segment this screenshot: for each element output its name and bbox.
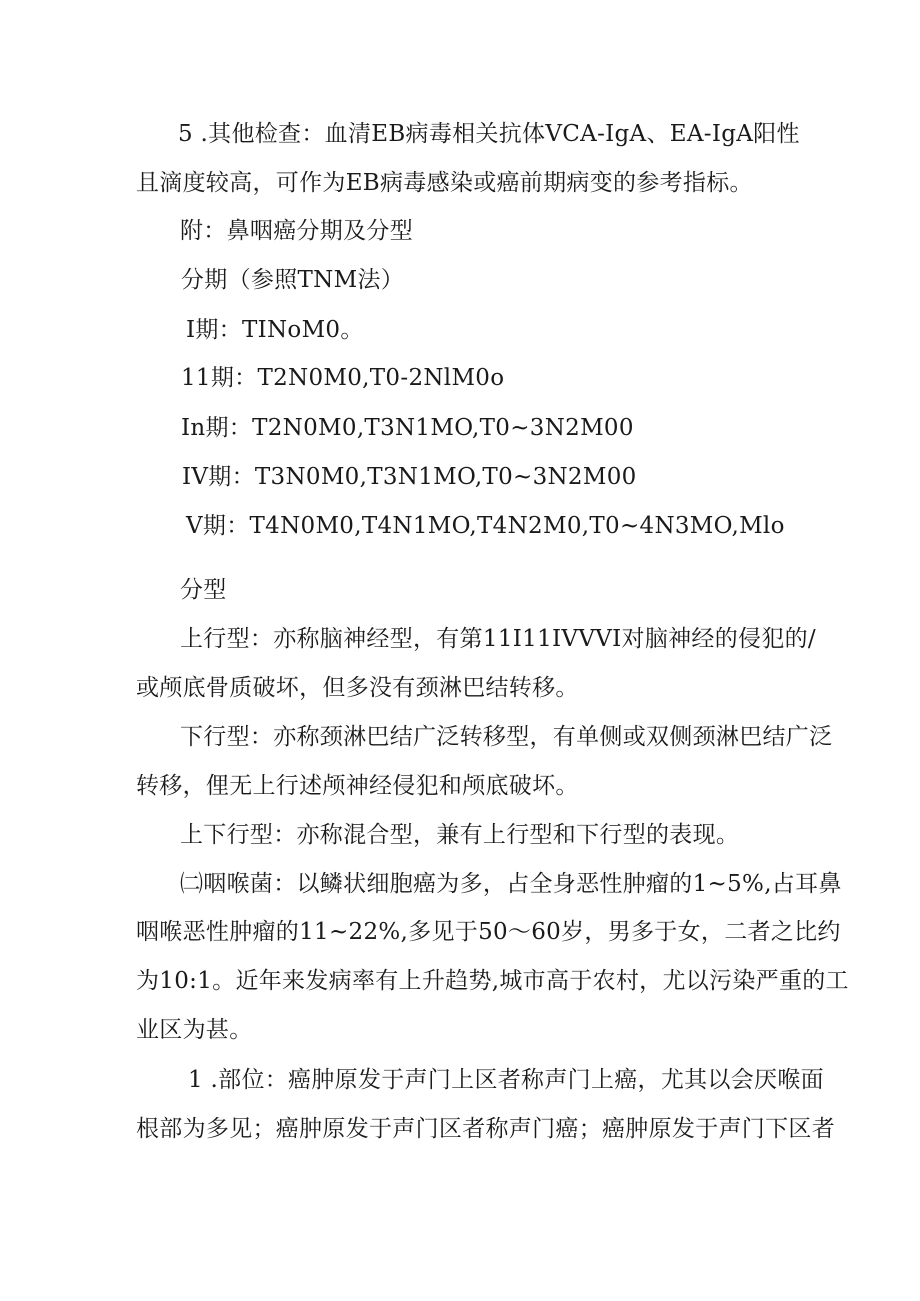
laryngeal-cancer-line-2: 咽喉恶性肿瘤的11~22%,多见于50～60岁，男多于女，二者之比约: [136, 919, 841, 945]
stage-3: In期：T2N0M0,T3N1MO,T0~3N2M00: [181, 415, 634, 441]
laryngeal-cancer-line-3: 为10:1。近年来发病率有上升趋势,城市高于农村，尤以污染严重的工: [136, 968, 849, 994]
mixed-type: 上下行型：亦称混合型，兼有上行型和下行型的表现。: [180, 822, 740, 848]
staging-heading: 分期（参照TNM法）: [181, 267, 405, 293]
ascending-type-line-2: 或颅底骨质破坏，但多没有颈淋巴结转移。: [136, 675, 579, 701]
descending-type-line-2: 转移，俚无上行述颅神经侵犯和颅底破坏。: [136, 773, 579, 799]
appendix-heading: 附：鼻咽癌分期及分型: [180, 218, 413, 244]
ascending-type-line-1: 上行型：亦称脑神经型，有第11I11IVVVI对脑神经的侵犯的/: [180, 626, 816, 652]
stage-4: IV期：T3N0M0,T3N1MO,T0~3N2M00: [182, 464, 637, 490]
laryngeal-cancer-line-1: ㈡咽喉菌：以鳞状细胞癌为多，占全身恶性肿瘤的1~5%,占耳鼻: [180, 871, 842, 897]
laryngeal-cancer-line-4: 业区为甚。: [136, 1017, 253, 1043]
typing-heading: 分型: [180, 577, 227, 603]
descending-type-line-1: 下行型：亦称颈淋巴结广泛转移型，有单侧或双侧颈淋巴结广泛: [180, 724, 833, 750]
site-para-line-2: 根部为多见；癌肿原发于声门区者称声门癌；癌肿原发于声门下区者: [136, 1116, 835, 1142]
stage-1: I期：TINoM0。: [186, 317, 364, 343]
para-other-exams-line-2: 且滴度较高，可作为EB病毒感染或癌前期病变的参考指标。: [136, 170, 753, 196]
site-para-line-1: 1 .部位：癌肿原发于声门上区者称声门上癌，尤其以会厌喉面: [188, 1067, 824, 1093]
para-other-exams-line-1: 5 .其他检查：血清EB病毒相关抗体VCA-IgA、EA-IgA阳性: [178, 121, 800, 147]
stage-5: V期：T4N0M0,T4N1MO,T4N2M0,T0~4N3MO,Mlo: [186, 513, 785, 539]
stage-2: 11期：T2N0M0,T0-2NlM0o: [181, 365, 505, 391]
